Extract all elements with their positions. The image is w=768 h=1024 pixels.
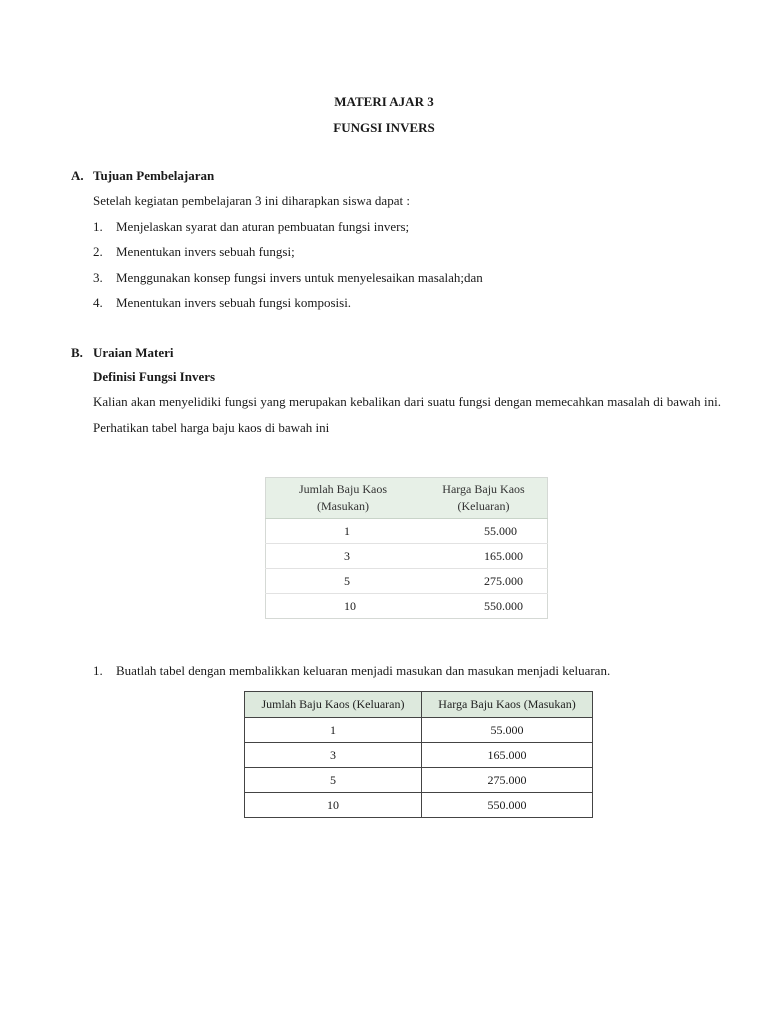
table-row (245, 768, 593, 793)
cell-quantity: 10 (266, 594, 421, 619)
cell-quantity: 10 (245, 793, 422, 818)
cell-price: 55.000 (422, 718, 593, 743)
header-line: (Masukan) (317, 499, 369, 513)
intro-paragraph: Kalian akan menyelidiki fungsi yang merupakan kebalikan dari suatu fungsi dengan memecahkan masalah di bawah ini. Perhatikan tabel harga baju kaos di bawah ini (93, 394, 721, 435)
column-header-price (420, 478, 548, 519)
section-a-intro: Setelah kegiatan pembelajaran 3 ini diharapkan siswa dapat : (93, 193, 410, 208)
cell-price: 550.000 (422, 793, 593, 818)
objective-number: 1. (93, 219, 103, 234)
cell-price: 165.000 (420, 544, 548, 569)
objective-number: 4. (93, 295, 103, 310)
cell-quantity: 3 (245, 743, 422, 768)
table-row (266, 544, 548, 569)
table-header-row (245, 692, 593, 718)
cell-price: 550.000 (420, 594, 548, 619)
question-item (93, 663, 610, 679)
cell-price: 55.000 (420, 519, 548, 544)
objective-text: Menggunakan konsep fungsi invers untuk menyelesaikan masalah;dan (116, 270, 483, 285)
cell-quantity: 3 (266, 544, 421, 569)
table-row (266, 569, 548, 594)
cell-quantity: 5 (266, 569, 421, 594)
objective-number: 2. (93, 244, 103, 259)
column-header-quantity (266, 478, 421, 519)
objective-item (93, 270, 483, 286)
section-b-label: B. (71, 345, 83, 360)
inverted-price-table (244, 691, 593, 818)
cell-quantity: 1 (266, 519, 421, 544)
objective-text: Menentukan invers sebuah fungsi; (116, 244, 295, 259)
document-subtitle: FUNGSI INVERS (333, 120, 435, 135)
question-text: Buatlah tabel dengan membalikkan keluaran menjadi masukan dan masukan menjadi keluaran. (116, 663, 611, 678)
cell-quantity: 5 (245, 768, 422, 793)
table-row (266, 519, 548, 544)
shirt-price-table (265, 477, 548, 619)
objective-item (93, 244, 295, 260)
section-a-label: A. (71, 168, 84, 183)
column-header-quantity: Jumlah Baju Kaos (Keluaran) (245, 692, 422, 718)
header-line: Harga Baju Kaos (442, 482, 525, 496)
table-row (245, 718, 593, 743)
section-a-heading (71, 168, 214, 184)
cell-quantity: 1 (245, 718, 422, 743)
section-b-heading (71, 345, 174, 361)
objective-item (93, 219, 409, 235)
question-number: 1. (93, 663, 103, 678)
definition-subheading: Definisi Fungsi Invers (93, 369, 216, 384)
table-row (245, 743, 593, 768)
column-header-price: Harga Baju Kaos (Masukan) (422, 692, 593, 718)
header-line: (Keluaran) (457, 499, 510, 513)
document-title: MATERI AJAR 3 (334, 94, 434, 109)
objective-number: 3. (93, 270, 103, 285)
cell-price: 275.000 (420, 569, 548, 594)
cell-price: 275.000 (422, 768, 593, 793)
header-line: Jumlah Baju Kaos (299, 482, 387, 496)
cell-price: 165.000 (422, 743, 593, 768)
section-a-title: Tujuan Pembelajaran (93, 168, 215, 183)
table-row (245, 793, 593, 818)
section-b-title: Uraian Materi (93, 345, 174, 360)
table-header-row (266, 478, 548, 519)
objective-item (93, 295, 351, 311)
objective-text: Menjelaskan syarat dan aturan pembuatan fungsi invers; (116, 219, 410, 234)
table-row (266, 594, 548, 619)
objective-text: Menentukan invers sebuah fungsi komposisi. (116, 295, 352, 310)
